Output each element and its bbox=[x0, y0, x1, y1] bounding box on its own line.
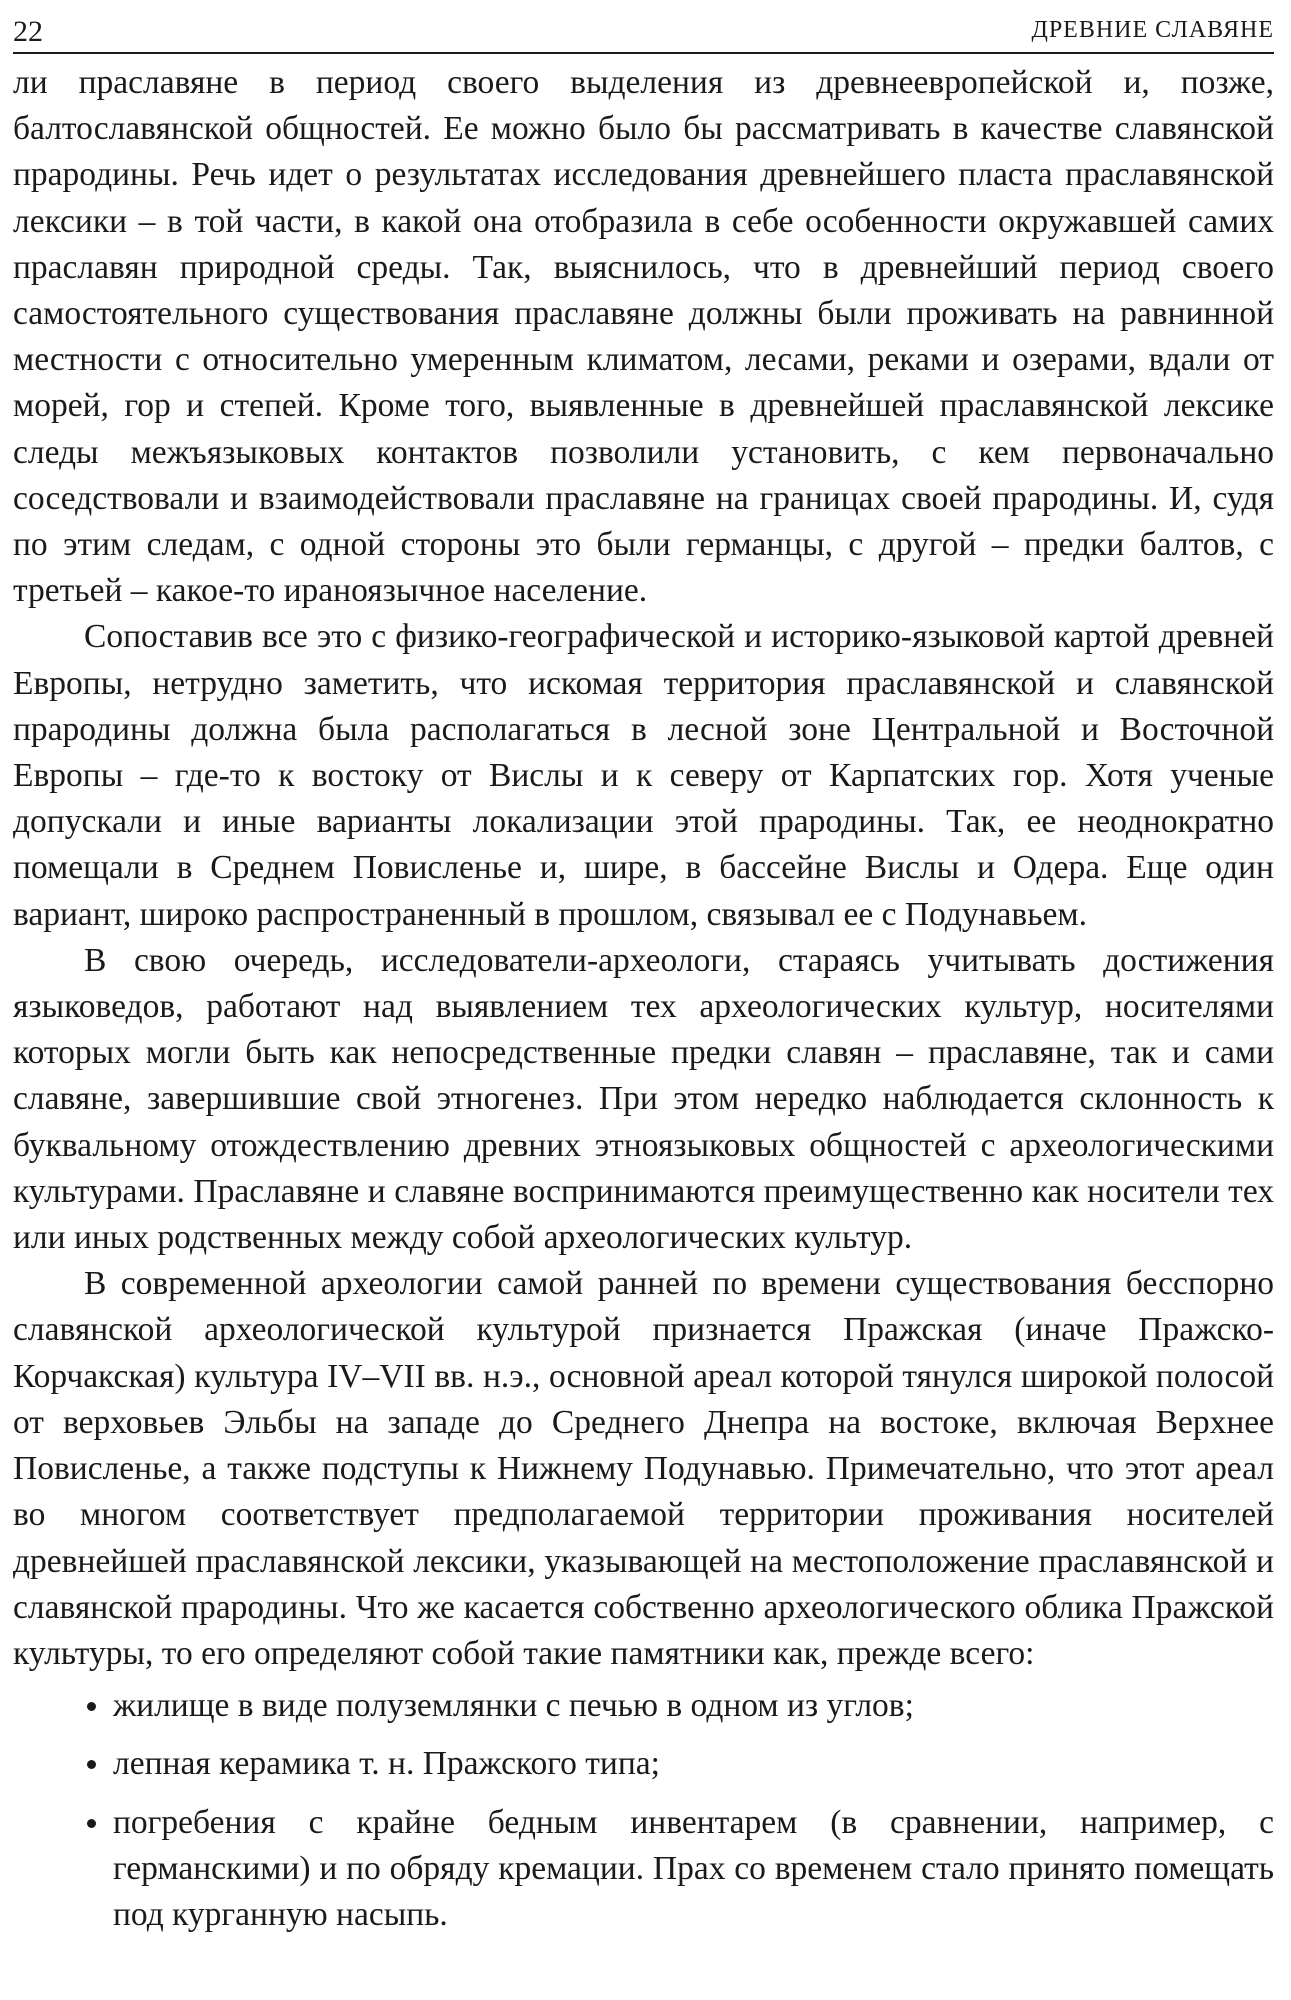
paragraph: В современной археологии самой ранней по времени существования бесспорно славянской археологической культурой признается Пражская (иначе Пражско-Корчакская) культура IV–VII вв. н.э., основной ареал которой тянулся широкой полосой от верховьев Эльбы на западе до Среднего Днепра на востоке, включая Верхнее Повисленье, а также подступы к Нижнему Подунавью. Примечательно, что этот ареал во многом соответствует предполагаемой территории проживания носителей древнейшей праславянской лексики, указывающей на местоположение праславянской и славянской прародины. Что же касается собственно археологического облика Пражской культуры, то его определяют собой такие памятники как, прежде всего: bbox=[13, 1265, 1274, 1672]
paragraph-continued: ли праславяне в период своего выделения из древнеевропейской и, позже, балтославянской общностей. Ее можно было бы рассматривать в качестве славянской прародины. Речь идет о результатах исследования древнейшего пласта праславянской лексики – в той части, в какой она отобразила в себе особенности окружавшей самих праславян природной среды. Так, выяснилось, что в древнейший период своего самостоятельного существования праславяне должны были проживать на равнинной местности с относительно умеренным климатом, лесами, реками и озерами, вдали от морей, гор и степей. Кроме того, выявленные в древнейшей праславянской лексике следы межъязыковых контактов позволили установить, с кем первоначально соседствовали и взаимодействовали праславяне на границах своей прародины. И, судя по этим следам, с одной стороны это были германцы, с другой – предки балтов, с третьей – какое-то ираноязычное население. bbox=[13, 64, 1274, 610]
bullet-icon bbox=[87, 1702, 96, 1711]
list-item-text: жилище в виде полуземлянки с печью в одном из углов; bbox=[113, 1687, 914, 1725]
bullet-list bbox=[13, 1683, 1274, 1938]
book-title: ДРЕВНИЕ СЛАВЯНЕ bbox=[1031, 17, 1274, 43]
list-item bbox=[13, 1683, 1274, 1729]
list-item-text: лепная керамика т. н. Пражского типа; bbox=[113, 1745, 660, 1783]
list-item bbox=[13, 1741, 1274, 1787]
paragraph: В свою очередь, исследователи-археологи, стараясь учитывать достижения языковедов, работают над выявлением тех археологических культур, носителями которых могли быть как непосредственные предки славян – праславяне, так и сами славяне, завершившие свой этногенез. При этом нередко наблюдается склонность к буквальному отождествлению древних этноязыковых общностей с археологическими культурами. Праславяне и славяне воспринимаются преимущественно как носители тех или иных родственных между собой археологических культур. bbox=[13, 941, 1274, 1257]
list-item bbox=[13, 1800, 1274, 1939]
bullet-icon bbox=[87, 1819, 96, 1828]
paragraph: Сопоставив все это с физико-географической и историко-языковой картой древней Европы, нетрудно заметить, что искомая территория праславянской и славянской прародины должна была располагаться в лесной зоне Центральной и Восточной Европы – где-то к востоку от Вислы и к северу от Карпатских гор. Хотя ученые допускали и иные варианты локализации этой прародины. Так, ее неоднократно помещали в Среднем Повисленье и, шире, в бассейне Вислы и Одера. Еще один вариант, широко распространенный в прошлом, связывал ее с Подунавьем. bbox=[13, 618, 1274, 933]
bullet-icon bbox=[87, 1760, 96, 1769]
body-text bbox=[13, 60, 1274, 1677]
page-number: 22 bbox=[13, 15, 43, 48]
list-item-text: погребения с крайне бедным инвентарем (в сравнении, например, с германскими) и по обряду кремации. Прах со временем стало принято помещать под курганную насыпь. bbox=[113, 1803, 1274, 1933]
running-head bbox=[13, 4, 1274, 54]
